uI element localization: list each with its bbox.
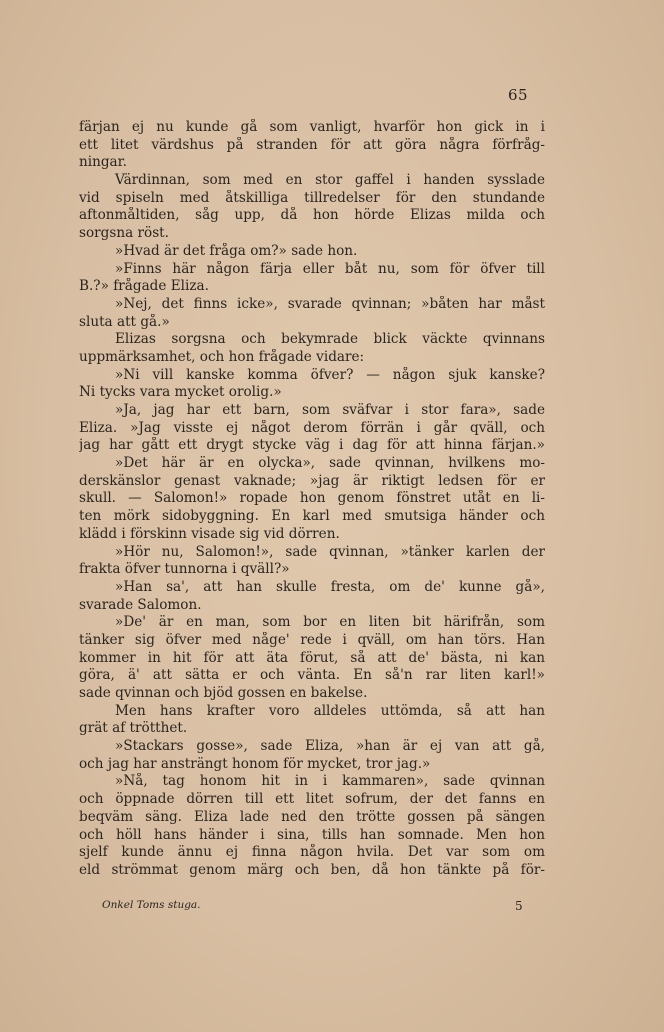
text-line: »Ni vill kanske komma öfver? — någon sjuk kanske? (115, 366, 545, 383)
text-line: B.?» frågade Eliza. (79, 278, 209, 295)
body-text (79, 119, 545, 880)
text-line: Eliza. »Jag visste ej något derom förrän i går qväll, och (79, 419, 545, 436)
text-line: och jag har ansträngt honom för mycket, tror jag.» (79, 755, 431, 772)
text-line: sorgsna röst. (79, 225, 169, 242)
text-line: frakta öfver tunnorna i qväll?» (79, 561, 290, 578)
text-line: »De' är en man, som bor en liten bit härifrån, som (115, 614, 545, 631)
text-line: »Hör nu, Salomon!», sade qvinnan, »tänker karlen der (115, 543, 545, 560)
text-line: färjan ej nu kunde gå som vanligt, hvarför hon gick in i (79, 119, 545, 135)
text-line: beqväm säng. Eliza lade ned den trötte gossen på sängen (79, 808, 545, 825)
text-line: »Nej, det finns icke», svarade qvinnan; »båten har måst (115, 295, 545, 312)
text-line: »Stackars gosse», sade Eliza, »han är ej van att gå, (115, 738, 545, 755)
text-line: kommer in hit för att äta förut, så att de' bästa, ni kan (79, 649, 545, 666)
text-line: uppmärksamhet, och hon frågade vidare: (79, 348, 365, 365)
text-line: grät af trötthet. (79, 720, 188, 737)
text-line: Men hans krafter voro alldeles uttömda, så att han (115, 702, 545, 719)
text-line: göra, ä' att sätta er och vänta. En så'n rar liten karl!» (79, 667, 545, 684)
text-line: tänker sig öfver med någe' rede i qväll, om han törs. Han (79, 631, 545, 648)
footer-book-title: Onkel Toms stuga. (102, 899, 201, 911)
footer-signature-mark: 5 (515, 899, 523, 913)
text-line: »Han sa', att han skulle fresta, om de' kunne gå», (115, 578, 545, 595)
text-line: skull. — Salomon!» ropade hon genom fönstret utåt en li- (79, 490, 545, 507)
text-line: »Ja, jag har ett barn, som sväfvar i stor fara», sade (115, 402, 545, 418)
text-line: och öppnade dörren till ett litet sofrum, der det fanns en (79, 791, 545, 808)
text-line: svarade Salomon. (79, 596, 202, 613)
page-number: 65 (508, 86, 529, 104)
text-line: ningar. (79, 154, 127, 171)
text-line: sluta att gå.» (79, 313, 170, 330)
text-line: ett litet värdshus på stranden för att göra några förfråg- (79, 136, 545, 153)
text-line: sade qvinnan och bjöd gossen en bakelse. (79, 685, 368, 701)
text-line: sjelf kunde ännu ej finna någon hvila. Det var som om (79, 844, 545, 861)
text-line: ten mörk sidobyggning. En karl med smutsiga händer och (79, 508, 545, 525)
text-line: klädd i förskinn visade sig vid dörren. (79, 525, 340, 542)
text-line: derskänslor genast vaknade; »jag är riktigt ledsen för er (79, 472, 545, 489)
text-line: och höll hans händer i sina, tills han somnade. Men hon (79, 826, 545, 843)
text-line: eld strömmat genom märg och ben, då hon tänkte på för- (79, 861, 545, 878)
text-line: »Nå, tag honom hit in i kammaren», sade qvinnan (115, 773, 545, 790)
text-line: Ni tycks vara mycket orolig.» (79, 384, 282, 401)
text-line: »Finns här någon färja eller båt nu, som för öfver till (115, 260, 545, 277)
text-line: »Det här är en olycka», sade qvinnan, hvilkens mo- (115, 455, 545, 472)
text-line: vid spiseln med åtskilliga tillredelser för den stundande (79, 189, 545, 206)
text-line: Värdinnan, som med en stor gaffel i handen sysslade (115, 172, 545, 189)
text-line: aftonmåltiden, såg upp, då hon hörde Elizas milda och (79, 207, 545, 224)
text-line: Elizas sorgsna och bekymrade blick väckte qvinnans (115, 331, 545, 348)
text-line: jag har gått ett drygt stycke väg i dag för att hinna färjan.» (79, 437, 545, 454)
text-line: »Hvad är det fråga om?» sade hon. (115, 242, 358, 259)
